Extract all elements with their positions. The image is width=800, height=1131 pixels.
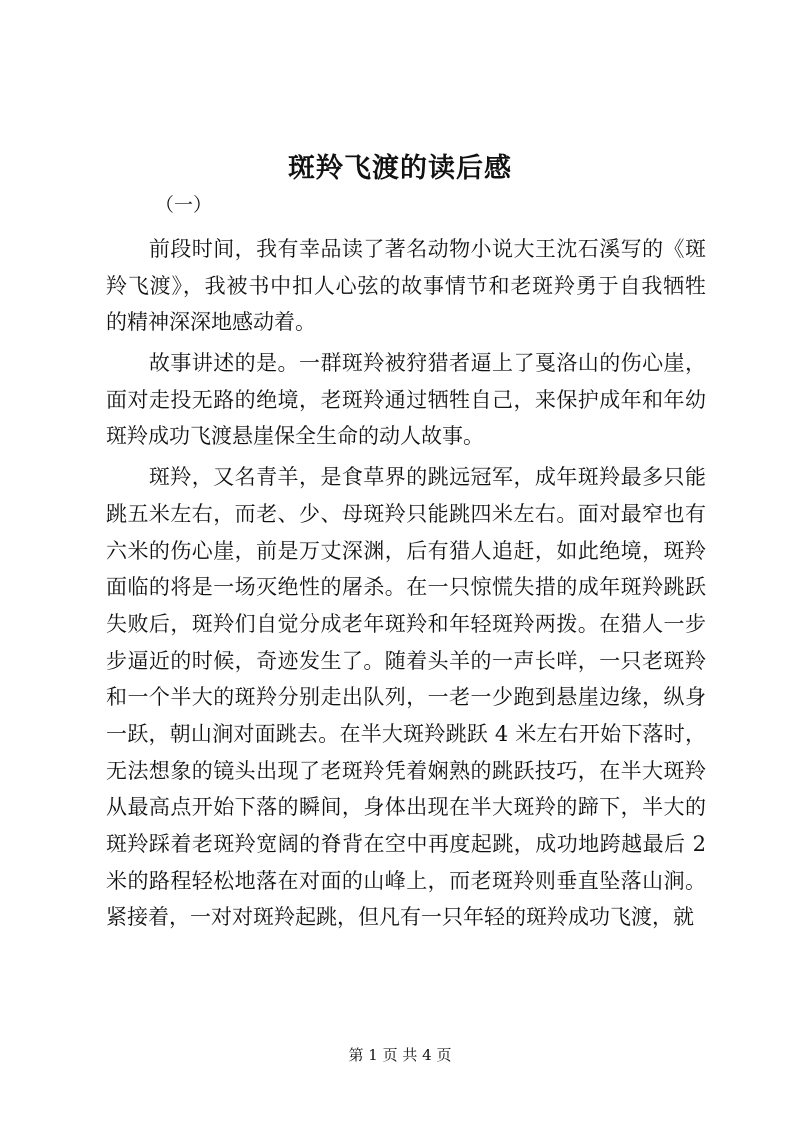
paragraph-line: 紧接着，一对对斑羚起跳，但凡有一只年轻的斑羚成功飞渡，就 [106,905,694,930]
paragraph-line: 和一个半大的斑羚分别走出队列，一老一少跑到悬崖边缘，纵身 [106,685,706,710]
document-body [106,231,706,936]
paragraph-line: 故事讲述的是。一群斑羚被狩猎者逼上了戛洛山的伤心崖， [106,351,706,376]
paragraph-line: 斑羚，又名青羊，是食草界的跳远冠军，成年斑羚最多只能 [106,465,706,490]
paragraph [106,459,706,936]
paragraph-line: 米的路程轻松地落在对面的山峰上，而老斑羚则垂直坠落山涧。 [106,868,706,893]
paragraph-line: 跳五米左右，而老、少、母斑羚只能跳四米左右。面对最窄也有 [106,501,706,526]
paragraph-line: 前段时间，我有幸品读了著名动物小说大王沈石溪写的《斑 [106,237,706,261]
paragraph-line: 步逼近的时候，奇迹发生了。随着头羊的一声长咩，一只老斑羚 [106,648,706,673]
paragraph-line: 的精神深深地感动着。 [106,310,316,335]
paragraph-line: 失败后，斑羚们自觉分成老年斑羚和年轻斑羚两拨。在猎人一步 [106,611,706,636]
paragraph-line: 面临的将是一场灭绝性的屠杀。在一只惊慌失措的成年斑羚跳跃 [106,575,706,600]
paragraph-line: 斑羚踩着老斑羚宽阔的脊背在空中再度起跳，成功地跨越最后 2 [106,832,706,856]
document-title: 斑羚飞渡的读后感 [288,153,512,184]
paragraph-line: 一跃，朝山涧对面跳去。在半大斑羚跳跃 4 米左右开始下落时， [106,721,706,746]
section-label: （一） [155,194,213,216]
paragraph-line: 从最高点开始下落的瞬间，身体出现在半大斑羚的蹄下，半大的 [106,795,706,820]
paragraph-line: 六米的伤心崖，前是万丈深渊，后有猎人追赶，如此绝境，斑羚 [106,538,706,563]
paragraph [106,345,706,455]
paragraph-line: 羚飞渡》，我被书中扣人心弦的故事情节和老斑羚勇于自我牺牲 [106,273,706,298]
paragraph [106,231,706,341]
paragraph-line: 斑羚成功飞渡悬崖保全生命的动人故事。 [106,424,484,449]
paragraph-line: 无法想象的镜头出现了老斑羚凭着娴熟的跳跃技巧，在半大斑羚 [106,758,706,783]
page-footer: 第 1 页 共 4 页 [348,1046,452,1064]
paragraph-line: 面对走投无路的绝境，老斑羚通过牺牲自己，来保护成年和年幼 [106,387,706,412]
